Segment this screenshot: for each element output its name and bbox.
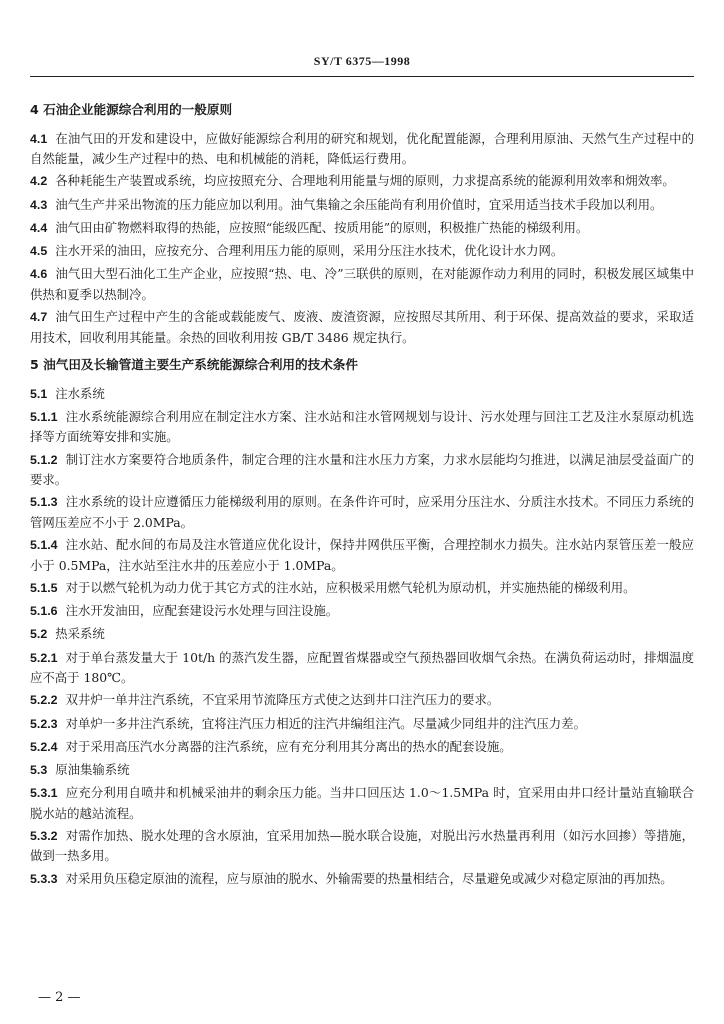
clause-paragraph bbox=[30, 241, 694, 262]
clause-text: 热采系统 bbox=[55, 626, 105, 642]
document-header: SY/T 6375—1998 bbox=[313, 54, 411, 68]
clause-text: 各种耗能生产装置或系统，均应按照充分、合理地利用能量与㶲的原则，力求提高系统的能源利用效率和㶲效率。 bbox=[55, 173, 675, 189]
clause-number: 5.3.2 bbox=[30, 828, 58, 843]
clause-paragraph bbox=[30, 690, 694, 711]
clause-number: 5.2 bbox=[30, 627, 48, 642]
clause-paragraph bbox=[30, 826, 694, 866]
clause-text: 注水系统 bbox=[55, 385, 105, 401]
clause-text: 注水站、配水间的布局及注水管道应优化设计，保持井网供压平衡，合理控制水力损失。注水站内泵管压差一般应小于 0.5MPa，注水站至注水井的压差应小于 1.0MPa。 bbox=[30, 537, 694, 573]
clause-number: 5.3.3 bbox=[30, 871, 58, 886]
clause-number: 5.2.4 bbox=[30, 739, 58, 754]
clause-text: 油气生产井采出物流的压力能应加以利用。油气集输之余压能尚有利用价值时，宜采用适当技术手段加以利用。 bbox=[55, 196, 663, 212]
clause-paragraph bbox=[30, 218, 694, 239]
clause-text: 对采用负压稳定原油的流程，应与原油的脱水、外输需要的热量相结合，尽量避免或减少对稳定原油的再加热。 bbox=[65, 870, 673, 886]
clause-paragraph bbox=[30, 648, 694, 688]
clause-paragraph bbox=[30, 264, 694, 304]
clause-paragraph bbox=[30, 195, 694, 216]
clause-paragraph bbox=[30, 171, 694, 192]
clause-number: 4.3 bbox=[30, 197, 48, 212]
header-rule bbox=[30, 76, 694, 77]
clause-paragraph bbox=[30, 624, 694, 645]
clause-paragraph bbox=[30, 760, 694, 781]
clause-number: 5.1.5 bbox=[30, 581, 58, 595]
clause-paragraph bbox=[30, 307, 694, 347]
clause-text: 应充分利用自喷井和机械采油井的剩余压力能。当井口回压达 1.0～1.5MPa 时，宜采用由井口经计量站直输联合脱水站的越站流程。 bbox=[30, 785, 694, 821]
section-heading: 5 油气田及长输管道主要生产系统能源综合利用的技术条件 bbox=[30, 357, 358, 373]
clause-text: 在油气田的开发和建设中，应做好能源综合利用的研究和规划，优化配置能源，合理利用原油、天然气生产过程中的自然能量，减少生产过程中的热、电和机械能的消耗，降低运行费用。 bbox=[30, 130, 694, 167]
clause-text: 对于采用高压汽水分离器的注汽系统，应有充分利用其分离出的热水的配套设施。 bbox=[65, 738, 512, 754]
clause-number: 4.1 bbox=[30, 131, 48, 146]
clause-number: 5.3 bbox=[30, 762, 48, 777]
clause-text: 注水开采的油田，应按充分、合理利用压力能的原则，采用分压注水技术，优化设计水力网。 bbox=[55, 242, 564, 258]
clause-number: 5.1.3 bbox=[30, 495, 58, 510]
clause-text: 注水开发油田，应配套建设污水处理与回注设施。 bbox=[65, 603, 339, 619]
clause-number: 5.1.6 bbox=[30, 604, 58, 619]
clause-number: 4.2 bbox=[30, 174, 48, 189]
clause-paragraph bbox=[30, 869, 694, 890]
clause-number: 4.7 bbox=[30, 309, 48, 324]
clause-text: 油气田由矿物燃料取得的热能，应按照“能级匹配、按质用能”的原则，积极推广热能的梯级利用。 bbox=[55, 219, 589, 235]
clause-text: 双井炉一单井注汽系统，不宜采用节流降压方式使之达到井口注汽压力的要求。 bbox=[65, 692, 500, 708]
clause-paragraph bbox=[30, 783, 694, 823]
section-heading: 4 石油企业能源综合利用的一般原则 bbox=[30, 102, 233, 117]
clause-paragraph bbox=[30, 407, 694, 447]
clause-number: 4.6 bbox=[30, 267, 48, 282]
clause-paragraph bbox=[30, 578, 694, 599]
clause-number: 5.2.2 bbox=[30, 693, 58, 708]
clause-paragraph bbox=[30, 492, 694, 532]
clause-paragraph bbox=[30, 450, 694, 490]
clause-number: 5.1 bbox=[30, 386, 48, 401]
clause-number: 5.1.1 bbox=[30, 409, 58, 424]
clause-paragraph bbox=[30, 384, 694, 405]
clause-paragraph bbox=[30, 129, 694, 169]
clause-number: 4.5 bbox=[30, 243, 48, 258]
clause-paragraph bbox=[30, 601, 694, 622]
clause-text: 注水系统的设计应遵循压力能梯级利用的原则。在条件许可时，应采用分压注水、分质注水技术。不同压力系统的管网压差应不小于 2.0MPa。 bbox=[30, 494, 694, 531]
clause-text: 制订注水方案要符合地质条件，制定合理的注水量和注水压力方案，力求水层能均匀推进，以满足油层受益面广的要求。 bbox=[30, 451, 694, 488]
document-body bbox=[30, 100, 694, 892]
clause-number: 5.1.2 bbox=[30, 452, 58, 467]
clause-paragraph bbox=[30, 714, 694, 735]
clause-text: 油气田大型石油化工生产企业，应按照“热、电、冷”三联供的原则，在对能源作动力利用的同时，积极发展区域集中供热和夏季以热制冷。 bbox=[30, 266, 694, 302]
clause-text: 对于以燃气轮机为动力优于其它方式的注水站，应积极采用燃气轮机为原动机，并实施热能的梯级利用。 bbox=[65, 580, 636, 595]
clause-text: 对需作加热、脱水处理的含水原油，宜采用加热—脱水联合设施，对脱出污水热量再利用（如污水回掺）等措施，做到一热多用。 bbox=[30, 827, 694, 864]
clause-number: 5.3.1 bbox=[30, 786, 58, 801]
clause-number: 5.2.1 bbox=[30, 650, 58, 665]
clause-paragraph bbox=[30, 535, 694, 575]
clause-text: 注水系统能源综合利用应在制定注水方案、注水站和注水管网规划与设计、污水处理与回注工艺及注水泵原动机选择等方面统筹安排和实施。 bbox=[30, 408, 694, 445]
clause-text: 对单炉一多井注汽系统，宜将注汽压力相近的注汽井编组注汽。尽量减少同组井的注汽压力差。 bbox=[65, 715, 586, 731]
clause-text: 油气田生产过程中产生的含能或载能废气、废液、废渣资源，应按照尽其所用、利于环保、提高效益的要求，采取适用技术，回收利用其能量。余热的回收利用按 GB/T 3486 规定执行。 bbox=[30, 308, 694, 345]
clause-text: 对于单台蒸发量大于 10t/h 的蒸汽发生器，应配置省煤器或空气预热器回收烟气余热。在满负荷运动时，排烟温度应不高于 180℃。 bbox=[30, 649, 694, 686]
clause-text: 原油集输系统 bbox=[55, 761, 130, 777]
clause-number: 5.2.3 bbox=[30, 716, 58, 731]
clause-paragraph bbox=[30, 737, 694, 758]
page-number: — 2 — bbox=[38, 990, 81, 1005]
clause-number: 5.1.4 bbox=[30, 538, 58, 553]
clause-number: 4.4 bbox=[30, 220, 48, 235]
